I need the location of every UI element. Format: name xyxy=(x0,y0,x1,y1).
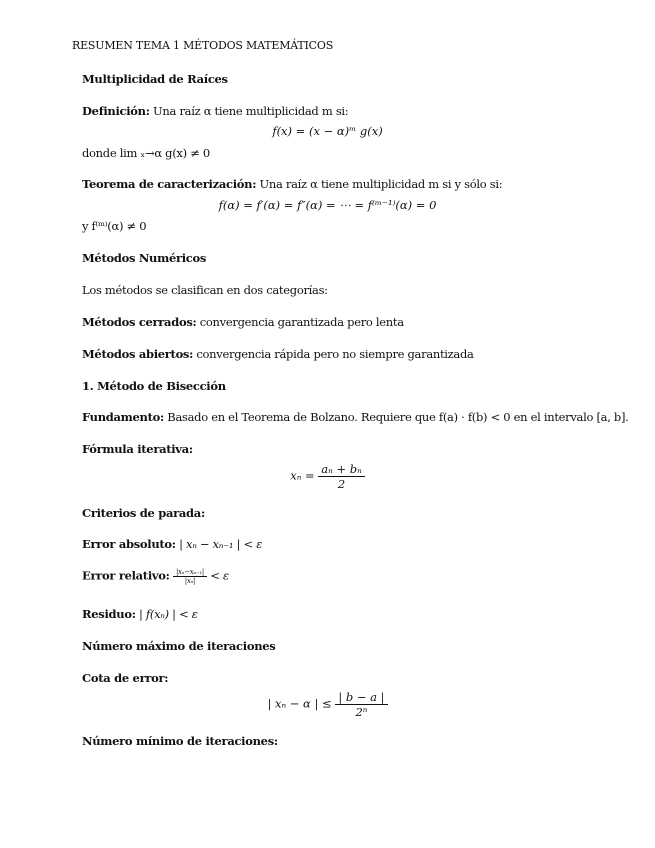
open-methods-paragraph xyxy=(82,347,474,361)
section-title-multiplicity: Multiplicidad de Raíces xyxy=(82,72,228,86)
error-bound-fraction xyxy=(335,690,387,719)
closed-methods-label: Métodos cerrados: xyxy=(82,315,197,329)
theorem-equation: f(α) = f′(α) = f″(α) = ⋯ = f⁽ᵐ⁻¹⁾(α) = 0 xyxy=(218,198,437,212)
error-bound-lhs: | xₙ − α | ≤ xyxy=(267,696,332,711)
formula-lhs: xₙ = xyxy=(290,468,315,483)
foundation-paragraph xyxy=(82,410,629,424)
closed-methods-paragraph xyxy=(82,315,404,329)
residual-label: Residuo: xyxy=(82,607,136,621)
methods-intro: Los métodos se clasifican en dos categorías: xyxy=(82,283,328,297)
theorem-label: Teorema de caracterización: xyxy=(82,177,257,191)
absolute-error-label: Error absoluto: xyxy=(82,537,176,551)
error-bound-equation xyxy=(0,690,655,719)
relative-error-line xyxy=(82,568,229,585)
residual-line xyxy=(82,607,198,621)
error-bound-denominator: 2ⁿ xyxy=(355,705,368,719)
formula-fraction xyxy=(318,462,365,491)
iterative-formula xyxy=(0,462,655,491)
open-methods-label: Métodos abiertos: xyxy=(82,347,194,361)
min-iterations-title: Número mínimo de iteraciones: xyxy=(82,734,278,748)
residual-expr: | f(xₙ) | < ε xyxy=(135,607,198,621)
closed-methods-text: convergencia garantizada pero lenta xyxy=(196,315,404,329)
definition-equation: f(x) = (x − α)ᵐ g(x) xyxy=(272,124,383,138)
iterative-formula-label: Fórmula iterativa: xyxy=(82,442,193,456)
theorem-condition: y f⁽ᵐ⁾(α) ≠ 0 xyxy=(82,219,147,233)
open-methods-text: convergencia rápida pero no siempre garantizada xyxy=(193,347,474,361)
formula-numerator: aₙ + bₙ xyxy=(318,462,365,477)
error-bound-label: Cota de error: xyxy=(82,671,169,685)
relative-error-denominator: |xₙ| xyxy=(184,577,196,585)
foundation-text: Basado en el Teorema de Bolzano. Requiere que f(a) · f(b) < 0 en el intervalo [a, b]. xyxy=(163,410,629,424)
relative-error-fraction xyxy=(173,568,207,585)
absolute-error-expr: | xₙ − xₙ₋₁ | < ε xyxy=(175,537,263,551)
section-title-numerical-methods: Métodos Numéricos xyxy=(82,251,207,265)
page-header: RESUMEN TEMA 1 MÉTODOS MATEMÁTICOS xyxy=(72,39,334,52)
section-title-bisection: 1. Método de Bisección xyxy=(82,379,226,393)
relative-error-numerator: |xₙ−xₙ₋₁| xyxy=(173,568,207,577)
theorem-paragraph xyxy=(82,177,502,191)
relative-error-tail: < ε xyxy=(206,568,229,583)
max-iterations-title: Número máximo de iteraciones xyxy=(82,639,276,653)
error-bound-numerator: | b − a | xyxy=(335,690,387,705)
theorem-text: Una raíz α tiene multiplicidad m si y sólo si: xyxy=(256,177,503,191)
relative-error-label: Error relativo: xyxy=(82,568,170,583)
definition-condition: donde lim ₓ→α g(x) ≠ 0 xyxy=(82,146,210,160)
definition-paragraph xyxy=(82,104,348,118)
formula-denominator: 2 xyxy=(337,477,346,491)
stopping-criteria-label: Criterios de parada: xyxy=(82,506,205,520)
definition-label: Definición: xyxy=(82,104,150,118)
definition-text: Una raíz α tiene multiplicidad m si: xyxy=(149,104,349,118)
foundation-label: Fundamento: xyxy=(82,410,164,424)
absolute-error-line xyxy=(82,537,262,551)
